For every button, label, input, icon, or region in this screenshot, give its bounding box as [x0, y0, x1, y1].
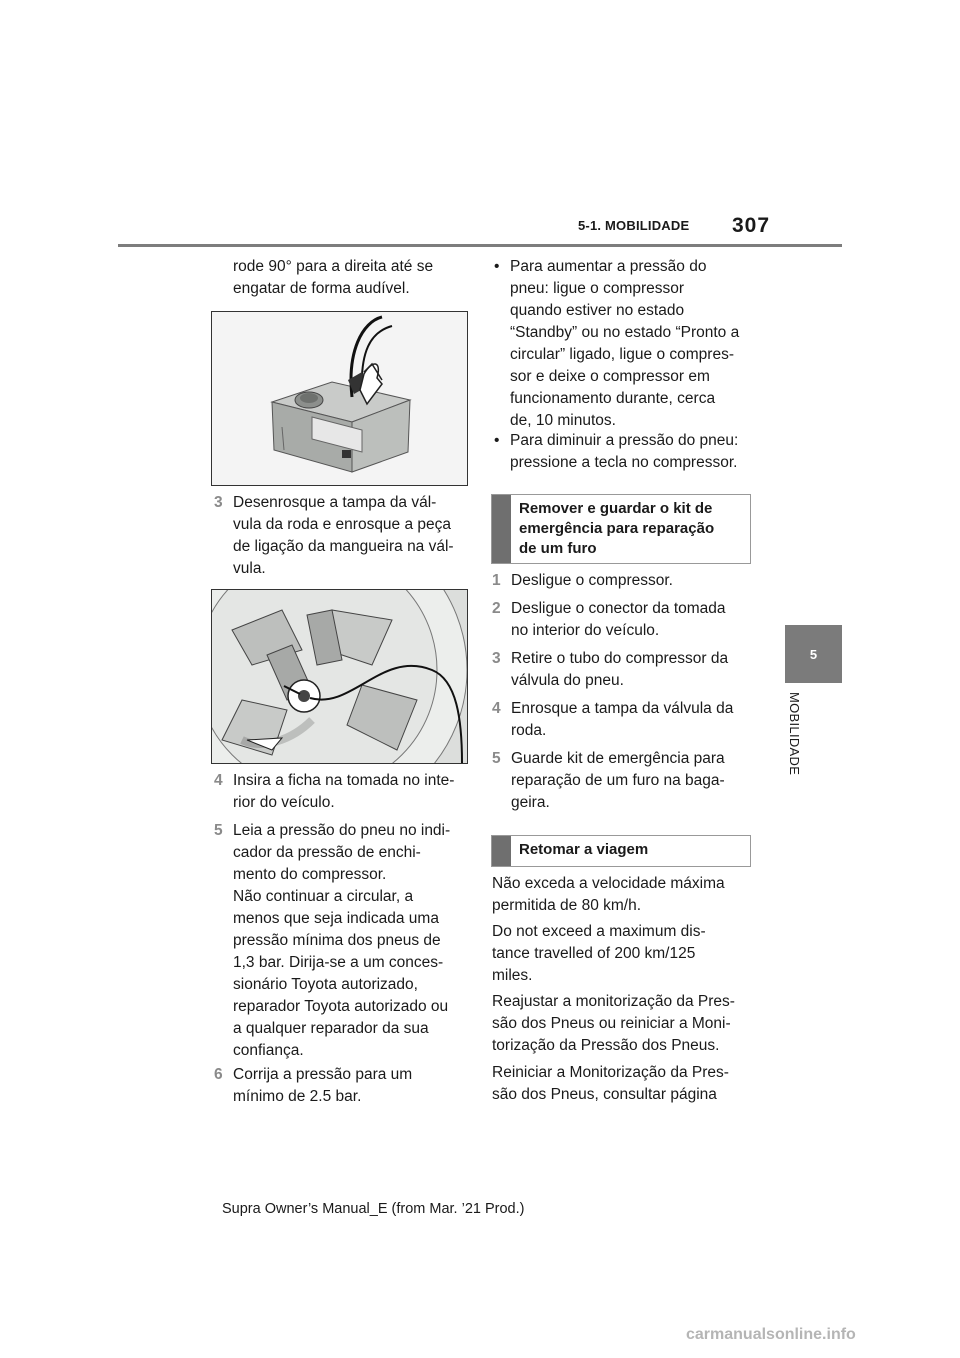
right-step-5: 5 Guarde kit de emergência para reparação de um furo na baga- geira.: [492, 750, 725, 811]
left-step-4: 4 Insira a ficha na tomada no inte- rior do veículo.: [214, 772, 455, 811]
step-number: 2: [492, 600, 501, 617]
bullet-decrease-pressure: • Para diminuir a pressão do pneu: pressione a tecla no compressor.: [494, 432, 739, 471]
step-number: 5: [492, 750, 501, 767]
section-title: 5-1. MOBILIDADE: [578, 218, 690, 233]
intro-paragraph: rode 90° para a direita até se engatar de forma audível.: [233, 258, 434, 297]
paragraph-readjust-monitoring: Reajustar a monitorização da Pres- são dos Pneus ou reiniciar a Moni- torização da Pressão dos Pneus.: [492, 993, 735, 1054]
right-step-2: 2 Desligue o conector da tomada no interior do veículo.: [492, 600, 726, 639]
compressor-figure: [211, 311, 468, 486]
callout-bar: [492, 495, 511, 563]
chapter-label-text: MOBILIDADE: [787, 692, 802, 776]
step-number: 3: [214, 494, 223, 511]
step-number: 4: [492, 700, 501, 717]
callout-bar: [492, 836, 511, 866]
callout-title: Retomar a viagem: [519, 841, 649, 858]
step-number: 4: [214, 772, 223, 789]
footer-manual-title: Supra Owner’s Manual_E (from Mar. ’21 Prod.): [222, 1201, 525, 1217]
right-step-1: 1 Desligue o compressor.: [492, 570, 750, 592]
wheel-figure: [211, 589, 468, 764]
right-step-4: 4 Enrosque a tampa da válvula da roda.: [492, 700, 734, 739]
paragraph-max-distance: Do not exceed a maximum dis- tance travelled of 200 km/125 miles.: [492, 923, 706, 984]
paragraph-max-speed: Não exceda a velocidade máxima permitida de 80 km/h.: [492, 875, 725, 914]
callout-remove-kit: [491, 494, 751, 564]
watermark: carmanualsonline.info: [686, 1326, 856, 1343]
step-number: 3: [492, 650, 501, 667]
header-rule: [118, 244, 842, 247]
step-number: 1: [492, 572, 501, 589]
left-step-5: 5 Leia a pressão do pneu no indi- cador da pressão de enchi- mento do compressor. Não continuar a circular, a menos que seja indicada uma pressão mínima dos pneus de 1,3 bar. Dirija-se a um conces- sionário Toyota autorizado, reparador Toyota autorizado ou a qualquer reparador da sua confiança.: [214, 822, 451, 1059]
left-step-6: 6 Corrija a pressão para um mínimo de 2.5 bar.: [214, 1066, 413, 1105]
page-number: 307: [732, 214, 771, 237]
callout-title: Remover e guardar o kit de emergência para reparação de um furo: [519, 500, 715, 557]
chapter-tab[interactable]: 5: [785, 625, 842, 683]
wheel-illustration: [212, 590, 467, 763]
chapter-label: [788, 692, 802, 802]
bullet-dot: •: [494, 432, 500, 449]
paragraph-reset-monitoring: Reiniciar a Monitorização da Pres- são dos Pneus, consultar página: [492, 1064, 729, 1103]
bullet-increase-pressure: • Para aumentar a pressão do pneu: ligue o compressor quando estiver no estado “Standby” ou no estado “Pronto a circular” ligado, ligue o compres- sor e deixe o compressor em funcionamento durante, cerca de, 10 minutos.: [494, 258, 740, 429]
callout-resume-trip: [491, 835, 751, 867]
compressor-illustration: [212, 312, 467, 485]
bullet-dot: •: [494, 258, 500, 275]
step-number: 5: [214, 822, 223, 839]
left-step-3: 3 Desenrosque a tampa da vál- vula da roda e enrosque a peça de ligação da mangueira na vál- vula.: [214, 494, 454, 577]
step-number: 6: [214, 1066, 223, 1083]
right-step-3: 3 Retire o tubo do compressor da válvula do pneu.: [492, 650, 729, 689]
